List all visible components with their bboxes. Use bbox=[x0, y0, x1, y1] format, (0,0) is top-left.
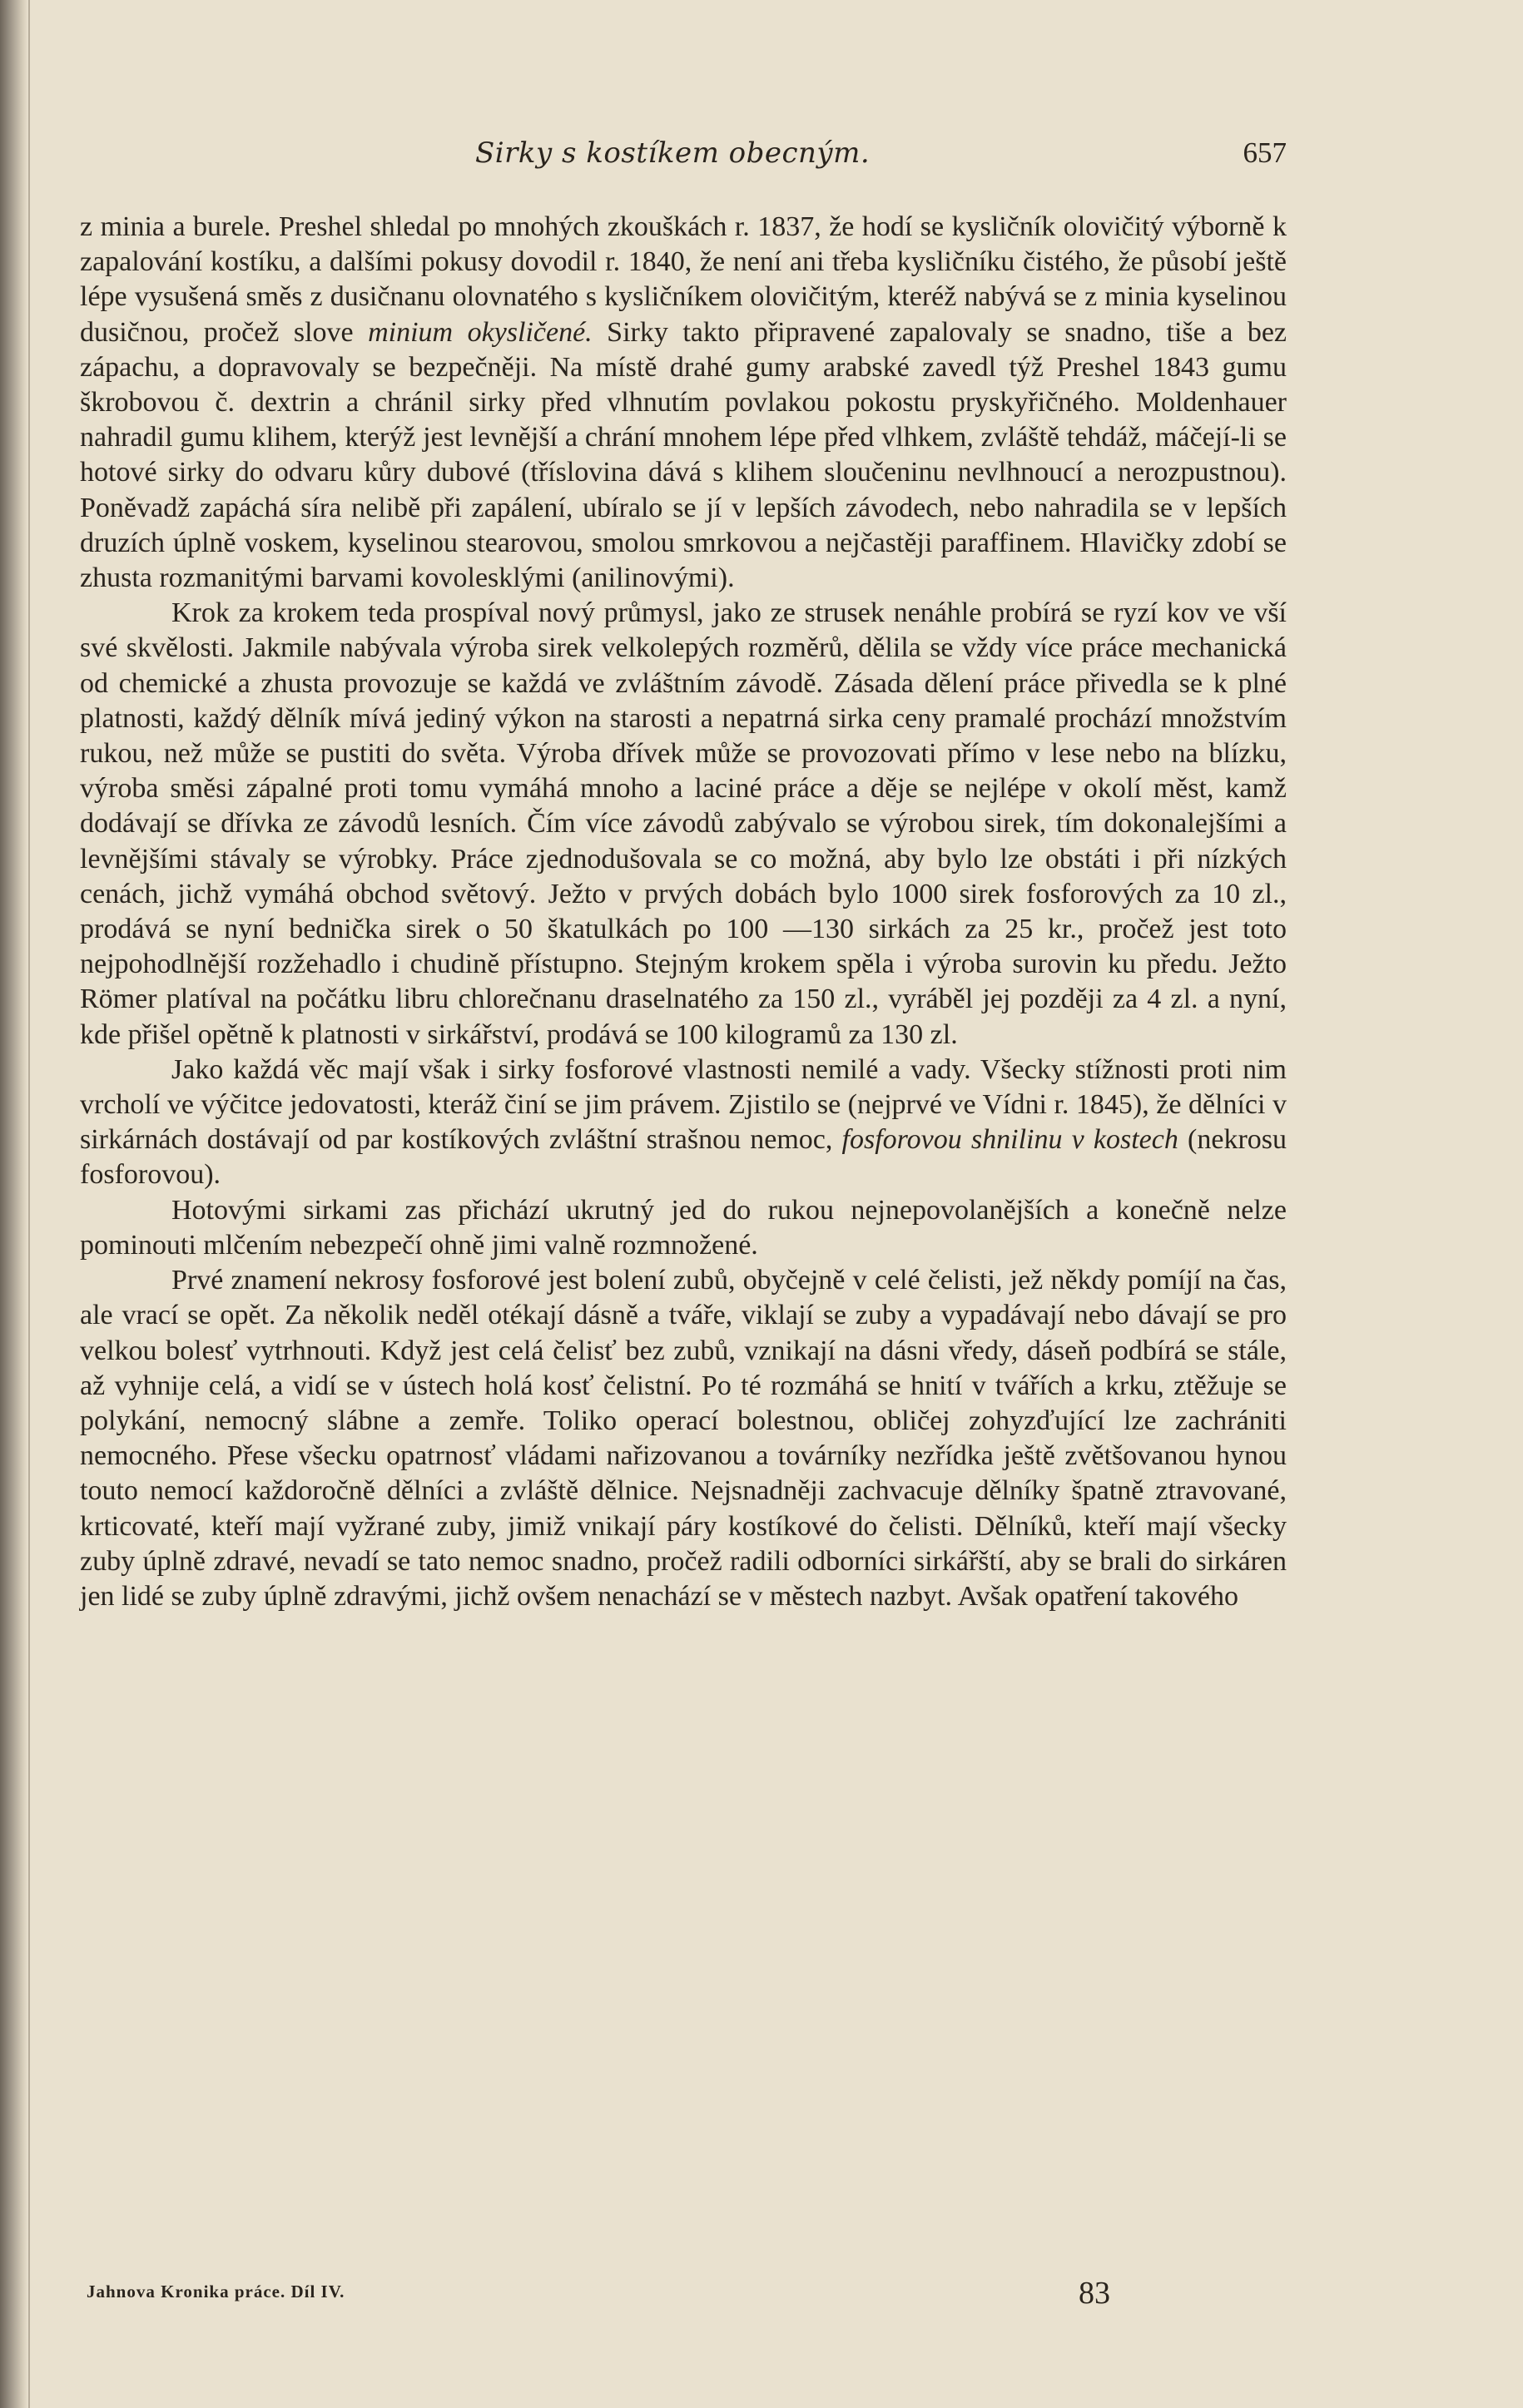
paragraph-text: Krok za krokem teda prospíval nový průmysl, jako ze strusek nenáhle probírá se ryzí kov ve vší své skvělosti. Jakmile nabývala výroba sirek velkolepých rozměrů, dělila se vždy více práce mechanická od chemické a zhusta provozuje se každá ve zvláštním závodě. Zásada dělení práce přivedla se k plné platnosti, každý dělník mívá jediný výkon na starosti a nepatrná sirka ceny pramalé prochází množstvím rukou, než může se pustiti do světa. Výroba dřívek může se provozovati přímo v lese nebo na blízku, výroba směsi zápalné proti tomu vymáhá mnoho a laciné práce a děje se nejlépe v okolí měst, kamž dodávají se dřívka ze závodů lesních. Čím více závodů zabývalo se výrobou sirek, tím dokonalejšími a levnějšími stávaly se výrobky. Práce zjednodušovala se co možná, aby bylo lze obstáti i při nízkých cenách, jichž vymáhá obchod světový. Ježto v prvých dobách bylo 1000 sirek fosforových za 10 zl., prodává se nyní bednička sirek o 50 škatulkách po 100 —130 sirkách za 25 kr., pročež jest toto nejpohodlnější rozžehadlo i chudině přístupno. Stejným krokem spěla i výroba surovin ku předu. Ježto Römer platíval na počátku libru chlorečnanu draselnatého za 150 zl., vyráběl jej později za 4 zl. a nyní, kde přišel opětně k platnosti v sirkářství, prodává se 100 kilogramů za 130 zl. bbox=[80, 597, 1287, 1050]
paragraph-text: Prvé znamení nekrosy fosforové jest bolení zubů, obyčejně v celé čelisti, jež někdy pomíjí na čas, ale vrací se opět. Za několik neděl otékají dásně a tváře, viklají se zuby a vypadávají nebo dávají se pro velkou bolesť vytrhnouti. Když jest celá čelisť bez zubů, vznikají na dásni vředy, dáseň podbírá se stále, až vyhnije celá, a vidí se v ústech holá kosť čelistní. Po té rozmáhá se hnití v tvářích a krku, ztěžuje se polykání, nemocný slábne a zemře. Toliko operací bolestnou, obličej zohyzďující lze zachrániti nemocného. Přese všecku opatrnosť vládami nařizovanou a továrníky nezřídka ještě zvětšovanou hynou touto nemocí každoročně dělníci a zvláště dělnice. Nejsnadněji zachvacuje dělníky špatně ztravované, krticovaté, kteří mají vyžrané zuby, jimiž vnikají páry kostíkové do čelisti. Dělníků, kteří mají všecky zuby úplně zdravé, nevadí se tato nemoc snadno, pročež radili odborníci sirkářští, aby se brali do sirkáren jen lidé se zuby úplně zdravými, jichž ovšem nenachází se v městech nazbyt. Avšak opatření takového bbox=[80, 1265, 1287, 1612]
binding-edge bbox=[28, 0, 30, 2408]
emphasis-text: minium okysličené. bbox=[368, 316, 593, 348]
printer-signature: Jahnova Kronika práce. Díl IV. bbox=[87, 2282, 345, 2301]
body-text bbox=[80, 210, 1287, 1614]
book-page bbox=[80, 125, 1287, 2338]
page-footer bbox=[80, 2275, 1287, 2325]
paragraph-text: Jako každá věc mají však i sirky fosforové vlastnosti nemilé a vady. Všecky stížnosti proti nim vrcholí ve výčitce jedovatosti, kteráž činí se jim právem. Zjistilo se (nejprvé ve Vídni r. 1845), že dělníci v sirkárnách dostávají od par kostíkových zvláštní strašnou nemoc, bbox=[80, 1053, 1287, 1156]
paragraph-5 bbox=[80, 1263, 1287, 1614]
paragraph-text: Sirky takto připravené zapalovaly se snadno, tiše a bez zápachu, a dopravovaly se bezpečněji. Na místě drahé gumy arabské zavedl týž Preshel 1843 gumu škrobovou č. dextrin a chránil sirky před vlhnutím povlakou pokostu pryskyřičného. Moldenhauer nahradil gumu klihem, kterýž jest levnější a chrání mnohem lépe před vlhkem, zvláště tehdáž, máčejí-li se hotové sirky do odvaru kůry dubové (tříslovina dává s klihem sloučeninu nevlhnoucí a nerozpustnou). Poněvadž zapáchá síra nelibě při zapálení, ubíralo se jí v lepších závodech, nebo nahradila se v lepších druzích úplně voskem, kyselinou stearovou, smolou smrkovou a nejčastěji paraffinem. Hlavičky zdobí se zhusta rozmanitými barvami kovolesklými (anilinovými). bbox=[80, 316, 1287, 594]
page-number: 657 bbox=[1243, 136, 1287, 169]
sheet-number: 83 bbox=[1079, 2276, 1110, 2311]
paragraph-3 bbox=[80, 1053, 1287, 1193]
paragraph-1 bbox=[80, 210, 1287, 596]
paragraph-text: z minia a burele. Preshel shledal po mnohých zkouškách r. 1837, že hodí se kysličník olovičitý výborně k zapalování kostíku, a dalšími pokusy dovodil r. 1840, že není ani třeba kysličníku čistého, že působí ještě lépe vysušená směs z dusičnanu olovnatého s kysličníkem olovičitým, kteréž nabývá se z minia kyselinou dusičnou, pročež slove bbox=[80, 211, 1287, 348]
running-title: Sirky s kostíkem obecným. bbox=[475, 136, 871, 170]
paragraph-2 bbox=[80, 596, 1287, 1053]
paragraph-text: (nekrosu fosforovou). bbox=[80, 1124, 1287, 1191]
binding-shadow bbox=[0, 0, 28, 2408]
page-header bbox=[80, 136, 1287, 186]
paragraph-text: Hotovými sirkami zas přichází ukrutný jed do rukou nejnepovolanějších a konečně nelze pominouti mlčením nebezpečí ohně jimi valně rozmnožené. bbox=[80, 1194, 1287, 1261]
emphasis-text: fosforovou shnilinu v kostech bbox=[841, 1124, 1178, 1156]
paragraph-4 bbox=[80, 1193, 1287, 1263]
